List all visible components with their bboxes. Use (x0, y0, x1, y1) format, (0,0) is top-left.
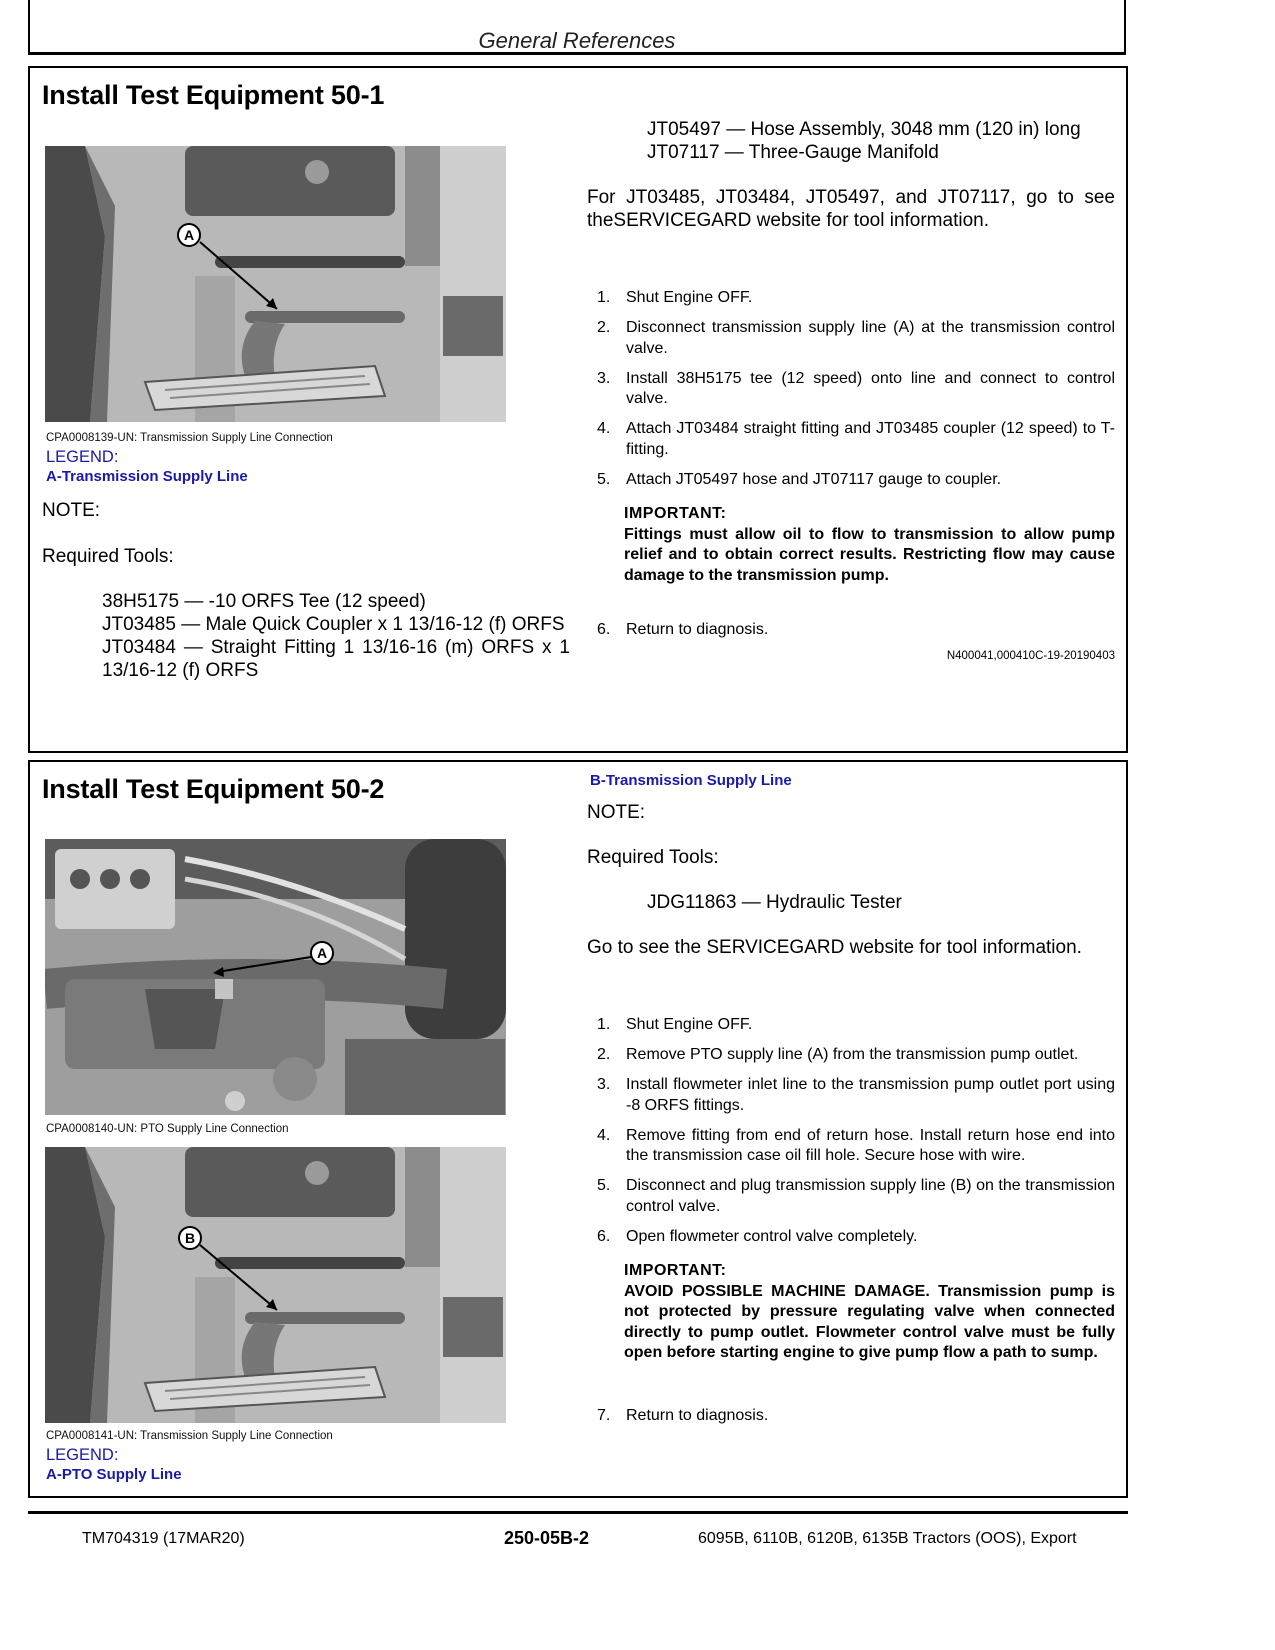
callout-b: B (184, 1230, 196, 1246)
step-item: 1. Shut Engine OFF. (597, 289, 753, 306)
legend-label: LEGEND: (46, 1446, 119, 1464)
footer-rule (28, 1511, 1128, 1514)
figure-caption: CPA0008141-UN: Transmission Supply Line Connection (46, 1430, 333, 1442)
step-item: 2. Remove PTO supply line (A) from the transmission pump outlet. (597, 1046, 1079, 1063)
procedure-steps-final (587, 1406, 1115, 1427)
footer-page-number: 250-05B-2 (504, 1528, 590, 1548)
note-label: NOTE: (42, 500, 101, 521)
figure-pto-supply-line (45, 839, 506, 1115)
important-notice (624, 1261, 1115, 1364)
important-notice (624, 504, 1115, 586)
procedure-steps-final (587, 620, 1115, 641)
tool-item: JT07117 — Three-Gauge Manifold (647, 142, 939, 163)
step-item: 6. Open flowmeter control valve completely. (597, 1227, 918, 1245)
figure-transmission-supply-line (45, 1147, 506, 1423)
tool-item: JT05497 — Hose Assembly, 3048 mm (120 in) long (647, 119, 1081, 140)
legend-item-a: A-PTO Supply Line (46, 1466, 182, 1483)
section-title: Install Test Equipment 50-2 (42, 774, 385, 804)
right-column (587, 118, 1115, 662)
important-text: AVOID POSSIBLE MACHINE DAMAGE. Transmission pump is not protected by pressure regulating valve when connected directly to pump outlet. Flowmeter control valve must be fully open before starting engine to give pump flow a path to sump. (624, 1282, 1115, 1361)
note-label: NOTE: (587, 802, 646, 823)
document-id: N400041,000410C-19-20190403 (946, 650, 1115, 662)
tool-item: JDG11863 — Hydraulic Tester (647, 892, 902, 913)
procedure-steps (587, 288, 1115, 490)
tool-info-text: For JT03485, JT03484, JT05497, and JT07117, go to see theSERVICEGARD website for tool information. (587, 187, 1115, 231)
legend-item-a: A-Transmission Supply Line (46, 468, 248, 485)
step-item: 3. Install flowmeter inlet line to the transmission pump outlet port using -8 ORFS fittings. (597, 1076, 1115, 1114)
figure-transmission-supply-line (45, 146, 506, 422)
step-item: 2. Disconnect transmission supply line (A) at the transmission control valve. (597, 319, 1115, 357)
figure-caption: CPA0008139-UN: Transmission Supply Line Connection (46, 432, 333, 444)
step-item: 1. Shut Engine OFF. (597, 1016, 753, 1033)
running-head: General References (478, 28, 676, 53)
legend-label: LEGEND: (46, 448, 119, 466)
step-item: 5. Attach JT05497 hose and JT07117 gauge to coupler. (597, 470, 1002, 488)
important-label: IMPORTANT: (624, 1262, 727, 1279)
tool-list-continued (647, 118, 1115, 164)
tool-info-text: Go to see the SERVICEGARD website for tool information. (587, 937, 1082, 958)
footer-manual-id: TM704319 (17MAR20) (82, 1530, 245, 1547)
tool-list (102, 590, 570, 682)
footer-product: 6095B, 6110B, 6120B, 6135B Tractors (OOS), Export (698, 1530, 1077, 1547)
callout-a: A (316, 945, 328, 961)
callout-a: A (183, 227, 195, 243)
procedure-steps (587, 1015, 1115, 1247)
step-item: 6. Return to diagnosis. (597, 621, 769, 638)
important-label: IMPORTANT: (624, 505, 727, 522)
important-text: Fittings must allow oil to flow to transmission to allow pump relief and to obtain correct results. Restricting flow may cause damage to the transmission pump. (624, 525, 1115, 584)
tool-item: 38H5175 — -10 ORFS Tee (12 speed) (102, 591, 426, 612)
section-title: Install Test Equipment 50-1 (42, 80, 385, 110)
required-tools-label: Required Tools: (587, 847, 719, 868)
step-item: 5. Disconnect and plug transmission supply line (B) on the transmission control valve. (597, 1177, 1115, 1215)
section-install-test-equipment-50-1 (28, 66, 1128, 753)
figure-caption: CPA0008140-UN: PTO Supply Line Connection (46, 1123, 289, 1135)
right-column (587, 772, 1115, 1436)
step-item: 3. Install 38H5175 tee (12 speed) onto line and connect to control valve. (597, 369, 1115, 407)
step-item: 7. Return to diagnosis. (597, 1406, 769, 1424)
required-tools-label: Required Tools: (42, 546, 174, 567)
tool-item: JT03485 — Male Quick Coupler x 1 13/16-12 (f) ORFS (102, 614, 565, 635)
step-item: 4. Attach JT03484 straight fitting and JT03485 coupler (12 speed) to T-fitting. (597, 420, 1115, 458)
step-item: 4. Remove fitting from end of return hose. Install return hose end into the transmission case oil fill hole. Secure hose with wire. (597, 1126, 1115, 1164)
tool-list (647, 891, 1115, 914)
legend-item-b: B-Transmission Supply Line (590, 772, 792, 789)
section-install-test-equipment-50-2 (28, 760, 1128, 1498)
tool-item: JT03484 — Straight Fitting 1 13/16-16 (m) ORFS x 1 13/16-12 (f) ORFS (102, 637, 570, 681)
